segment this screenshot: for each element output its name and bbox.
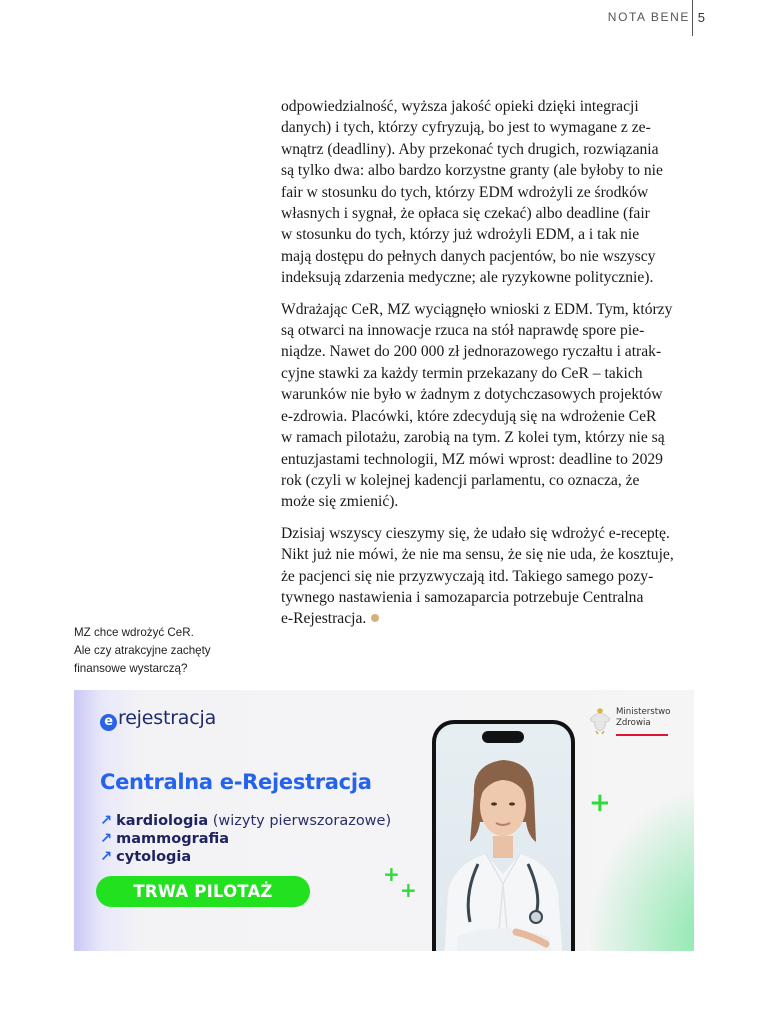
- plus-icon: +: [383, 862, 400, 886]
- ministry-of-health-logo: [588, 705, 683, 745]
- text-line: fair w stosunku do tych, którzy EDM wdrożyli ze środków: [281, 183, 649, 201]
- text-line: Wdrażając CeR, MZ wyciągnęło wnioski z EDM. Tym, którzy: [281, 300, 673, 318]
- text-line: e-Rejestracja.: [281, 610, 367, 628]
- page-number: 5: [697, 10, 705, 25]
- text-line: tywnego nastawienia i samozaparcia potrzebuje Centralna: [281, 588, 644, 606]
- caption-line: MZ chce wdrożyć CeR.: [74, 626, 194, 639]
- text-line: własnych i sygnał, że opłaca się czekać) albo deadline (fair: [281, 205, 650, 223]
- plus-icon: +: [589, 788, 611, 818]
- paragraph-2: [281, 299, 693, 513]
- plus-icon: +: [400, 878, 417, 902]
- text-line: cyjne stawki za każdy termin przekazany do CeR – takich: [281, 364, 643, 382]
- e-rejestracja-logo: [100, 707, 216, 731]
- e-logo-icon: e: [100, 714, 117, 731]
- text-line: w ramach pilotażu, zarobią na tym. Z kolei tym, którzy nie są: [281, 429, 665, 447]
- text-line: Dzisiaj wszyscy cieszymy się, że udało się wdrożyć e-receptę.: [281, 524, 670, 542]
- service-item: [100, 812, 391, 830]
- paragraph-3: [281, 523, 693, 630]
- text-line: odpowiedzialność, wyższa jakość opieki dzięki integracji: [281, 98, 639, 115]
- text-line: mają dostępu do pełnych danych pacjentów, bo nie wszyscy: [281, 247, 656, 265]
- service-item: [100, 848, 391, 866]
- phone-notch: [482, 731, 524, 743]
- text-line: wnątrz (deadliny). Aby przekonać tych drugich, rozwiązania: [281, 140, 659, 158]
- last-line: [281, 608, 693, 629]
- text-line: niądze. Nawet do 200 000 zł jednorazowego ryczałtu i atrak-: [281, 343, 662, 361]
- arrow-up-right-icon: ↗: [100, 813, 113, 829]
- text-line: warunków nie było w żadnym z dotychczasowych projektów: [281, 386, 663, 404]
- e-rejestracja-banner: [74, 690, 694, 951]
- services-list: [100, 812, 391, 866]
- image-caption: [74, 624, 254, 678]
- caption-line: finansowe wystarczą?: [74, 662, 188, 675]
- service-name: kardiologia: [116, 813, 209, 829]
- article-body: [281, 96, 693, 640]
- arrow-up-right-icon: ↗: [100, 849, 113, 865]
- text-line: są tylko dwa: albo bardzo korzystne granty (ale byłoby to nie: [281, 162, 663, 180]
- ministry-name: [616, 707, 670, 728]
- service-name: cytologia: [116, 849, 192, 865]
- ministry-name-line: Zdrowia: [616, 717, 651, 728]
- text-line: danych) i tych, którzy cyfryzują, bo jest to wymagane z ze-: [281, 119, 651, 137]
- text-line: są otwarci na innowacje rzuca na stół naprawdę spore pie-: [281, 322, 645, 340]
- polish-eagle-emblem-icon: [588, 707, 612, 735]
- smartphone-illustration: [432, 720, 575, 951]
- caption-line: Ale czy atrakcyjne zachęty: [74, 644, 211, 657]
- service-name: mammografia: [116, 831, 230, 847]
- text-line: może się zmienić).: [281, 493, 399, 511]
- banner-title: Centralna e-Rejestracja: [100, 770, 372, 794]
- doctor-photo-icon: [436, 724, 571, 951]
- text-line: e-zdrowia. Placówki, które zdecydują się na wdrożenie CeR: [281, 407, 657, 425]
- arrow-up-right-icon: ↗: [100, 831, 113, 847]
- text-line: w stosunku do tych, którzy już wdrożyli EDM, a i tak nie: [281, 226, 640, 244]
- service-note: (wizyty pierwszorazowe): [212, 813, 392, 829]
- running-header: [568, 8, 768, 36]
- publication-title: NOTA BENE: [607, 10, 690, 24]
- text-line: rok (czyli w kolejnej kadencji parlamentu, co oznacza, że: [281, 471, 640, 489]
- text-line: entuzjastami technologii, MZ mówi wprost: deadline to 2029: [281, 450, 663, 468]
- paragraph-1: [281, 96, 693, 289]
- text-line: indeksują zdarzenia medyczne; ale ryzykowne politycznie).: [281, 269, 654, 287]
- text-line: że pacjenci się nie przyzwyczają itd. Takiego samego pozy-: [281, 567, 654, 585]
- ministry-accent-rule: [616, 734, 668, 736]
- ministry-name-line: Ministerstwo: [616, 707, 671, 717]
- header-divider: [692, 0, 693, 36]
- service-item: [100, 830, 391, 848]
- text-line: Nikt już nie mówi, że nie ma sensu, że się nie uda, że kosztuje,: [281, 546, 674, 564]
- pilot-status-badge: TRWA PILOTAŻ: [96, 876, 310, 907]
- logo-text: rejestracja: [118, 707, 217, 729]
- end-of-article-dot-icon: [371, 614, 379, 622]
